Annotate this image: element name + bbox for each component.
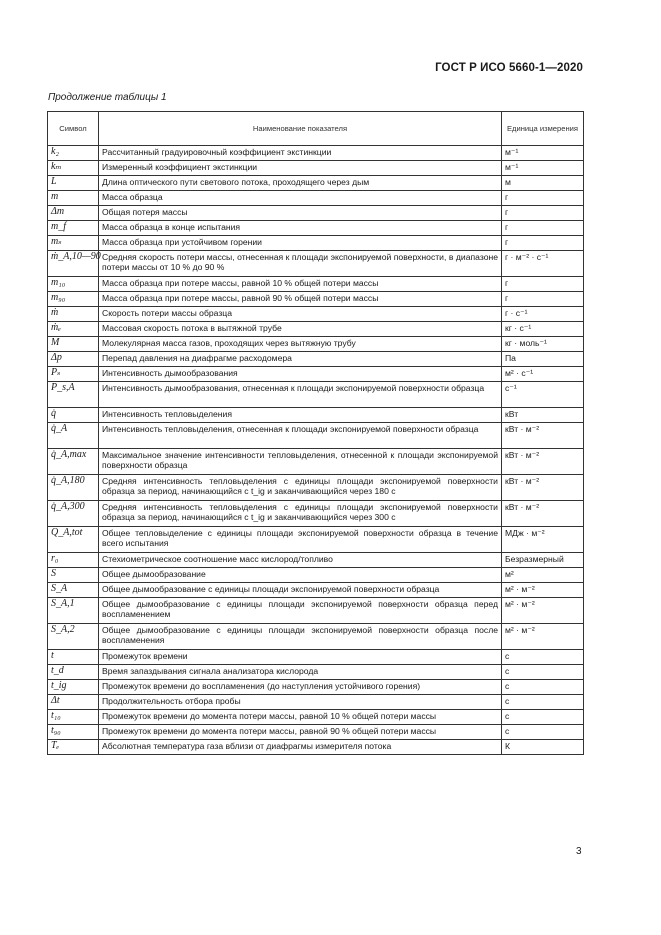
row-symbol: mₛ: [48, 236, 99, 251]
row-symbol: P_s,A: [48, 382, 99, 408]
table-row: [48, 695, 584, 710]
row-unit: кг · с⁻¹: [502, 322, 584, 337]
table-row: [48, 740, 584, 755]
row-unit: с: [502, 650, 584, 665]
row-name: Масса образца при устойчивом горении: [99, 236, 502, 251]
row-symbol: ṁ: [48, 307, 99, 322]
row-unit: г · с⁻¹: [502, 307, 584, 322]
row-unit: г: [502, 191, 584, 206]
row-symbol: L: [48, 176, 99, 191]
row-unit: м⁻¹: [502, 161, 584, 176]
row-unit: м²: [502, 568, 584, 583]
table-row: [48, 598, 584, 624]
table-row: [48, 475, 584, 501]
row-symbol: q̇_A,180: [48, 475, 99, 501]
row-unit: г: [502, 277, 584, 292]
table-row: [48, 251, 584, 277]
table-row: [48, 176, 584, 191]
row-name: Скорость потери массы образца: [99, 307, 502, 322]
row-name: Рассчитанный градуировочный коэффициент экстинкции: [99, 146, 502, 161]
row-name: Интенсивность тепловыделения: [99, 408, 502, 423]
table-row: [48, 337, 584, 352]
row-name: Интенсивность тепловыделения, отнесенная к площади экспонируемой поверхности образца: [99, 423, 502, 449]
row-unit: с: [502, 710, 584, 725]
row-unit: с: [502, 680, 584, 695]
document-code: ГОСТ Р ИСО 5660-1—2020: [435, 62, 583, 74]
row-name: Промежуток времени до воспламенения (до наступления устойчивого горения): [99, 680, 502, 695]
row-symbol: m_f: [48, 221, 99, 236]
table-row: [48, 568, 584, 583]
row-symbol: ṁₑ: [48, 322, 99, 337]
row-symbol: t₁₀: [48, 710, 99, 725]
row-name: Общее дымообразование с единицы площади экспонируемой поверхности образца перед воспламенением: [99, 598, 502, 624]
page-number: 3: [576, 846, 582, 857]
row-name: Средняя скорость потери массы, отнесенная к площади экспонируемой поверхности, в диапазоне потери массы от 10 % до 90 %: [99, 251, 502, 277]
row-symbol: kₘ: [48, 161, 99, 176]
table-row: [48, 206, 584, 221]
row-symbol: S_A: [48, 583, 99, 598]
header-symbol: Символ: [48, 112, 99, 146]
row-symbol: m: [48, 191, 99, 206]
row-unit: кВт · м⁻²: [502, 475, 584, 501]
row-unit: г: [502, 206, 584, 221]
table-row: [48, 146, 584, 161]
table-row: [48, 449, 584, 475]
row-symbol: q̇_A,300: [48, 501, 99, 527]
row-symbol: Δp: [48, 352, 99, 367]
table-row: [48, 352, 584, 367]
table-row: [48, 725, 584, 740]
table-row: [48, 650, 584, 665]
row-unit: с: [502, 695, 584, 710]
row-symbol: Pₛ: [48, 367, 99, 382]
row-unit: кВт · м⁻²: [502, 449, 584, 475]
table-row: [48, 161, 584, 176]
row-name: Масса образца при потере массы, равной 10 % общей потери массы: [99, 277, 502, 292]
row-name: Масса образца при потере массы, равной 90 % общей потери массы: [99, 292, 502, 307]
row-symbol: m₉₀: [48, 292, 99, 307]
row-name: Длина оптического пути светового потока, проходящего через дым: [99, 176, 502, 191]
table-row: [48, 322, 584, 337]
row-name: Время запаздывания сигнала анализатора кислорода: [99, 665, 502, 680]
table-caption: Продолжение таблицы 1: [48, 92, 167, 103]
row-symbol: Δm: [48, 206, 99, 221]
row-unit: с: [502, 665, 584, 680]
header-unit: Единица измерения: [502, 112, 584, 146]
table-row: [48, 382, 584, 408]
row-name: Измеренный коэффициент экстинкции: [99, 161, 502, 176]
row-symbol: t₉₀: [48, 725, 99, 740]
row-name: Абсолютная температура газа вблизи от диафрагмы измерителя потока: [99, 740, 502, 755]
row-name: Стехиометрическое соотношение масс кислород/топливо: [99, 553, 502, 568]
row-name: Перепад давления на диафрагме расходомера: [99, 352, 502, 367]
row-symbol: M: [48, 337, 99, 352]
row-name: Интенсивность дымообразования, отнесенная к площади экспонируемой поверхности образца: [99, 382, 502, 408]
table-row: [48, 527, 584, 553]
row-name: Масса образца в конце испытания: [99, 221, 502, 236]
row-unit: кг · моль⁻¹: [502, 337, 584, 352]
row-unit: кВт · м⁻²: [502, 501, 584, 527]
row-unit: г: [502, 221, 584, 236]
table-row: [48, 236, 584, 251]
row-symbol: r₀: [48, 553, 99, 568]
row-name: Общее дымообразование с единицы площади экспонируемой поверхности образца после воспламенения: [99, 624, 502, 650]
row-name: Средняя интенсивность тепловыделения с единицы площади экспонируемой поверхности образца за период, начинающийся с t_ig и заканчивающийся через 300 с: [99, 501, 502, 527]
row-unit: г: [502, 236, 584, 251]
row-unit: г: [502, 292, 584, 307]
row-name: Средняя интенсивность тепловыделения с единицы площади экспонируемой поверхности образца за период, начинающийся с t_ig и заканчивающийся через 180 с: [99, 475, 502, 501]
row-name: Общая потеря массы: [99, 206, 502, 221]
row-symbol: S: [48, 568, 99, 583]
table-row: [48, 277, 584, 292]
table-row: [48, 191, 584, 206]
row-symbol: S_A,1: [48, 598, 99, 624]
row-unit: м² · м⁻²: [502, 583, 584, 598]
row-unit: К: [502, 740, 584, 755]
row-symbol: q̇_A,max: [48, 449, 99, 475]
table-row: [48, 292, 584, 307]
table-row: [48, 665, 584, 680]
row-name: Общее дымообразование: [99, 568, 502, 583]
header-name: Наименование показателя: [99, 112, 502, 146]
table-row: [48, 624, 584, 650]
row-symbol: t_ig: [48, 680, 99, 695]
row-symbol: Δt: [48, 695, 99, 710]
row-symbol: k₂: [48, 146, 99, 161]
row-name: Промежуток времени до момента потери массы, равной 10 % общей потери массы: [99, 710, 502, 725]
row-unit: г · м⁻² · с⁻¹: [502, 251, 584, 277]
row-unit: кВт: [502, 408, 584, 423]
row-name: Молекулярная масса газов, проходящих через вытяжную трубу: [99, 337, 502, 352]
table-row: [48, 553, 584, 568]
row-name: Продолжительность отбора пробы: [99, 695, 502, 710]
symbols-table: [47, 111, 584, 755]
row-name: Промежуток времени до момента потери массы, равной 90 % общей потери массы: [99, 725, 502, 740]
row-symbol: Tₑ: [48, 740, 99, 755]
row-unit: с⁻¹: [502, 382, 584, 408]
table-header-row: [48, 112, 584, 146]
row-unit: кВт · м⁻²: [502, 423, 584, 449]
row-name: Общее тепловыделение с единицы площади экспонируемой поверхности образца в течение всего испытания: [99, 527, 502, 553]
row-symbol: S_A,2: [48, 624, 99, 650]
row-unit: м: [502, 176, 584, 191]
row-unit: м² · с⁻¹: [502, 367, 584, 382]
row-unit: МДж · м⁻²: [502, 527, 584, 553]
row-unit: Безразмерный: [502, 553, 584, 568]
row-symbol: q̇: [48, 408, 99, 423]
row-name: Общее дымообразование с единицы площади экспонируемой поверхности образца: [99, 583, 502, 598]
table-row: [48, 307, 584, 322]
row-name: Максимальное значение интенсивности тепловыделения, отнесенной к площади экспонируемой поверхности образца: [99, 449, 502, 475]
row-name: Интенсивность дымообразования: [99, 367, 502, 382]
row-unit: м⁻¹: [502, 146, 584, 161]
table-row: [48, 221, 584, 236]
row-unit: Па: [502, 352, 584, 367]
table-row: [48, 501, 584, 527]
row-unit: м² · м⁻²: [502, 598, 584, 624]
row-name: Массовая скорость потока в вытяжной трубе: [99, 322, 502, 337]
table-row: [48, 710, 584, 725]
row-symbol: m₁₀: [48, 277, 99, 292]
row-symbol: t: [48, 650, 99, 665]
row-unit: м² · м⁻²: [502, 624, 584, 650]
row-name: Масса образца: [99, 191, 502, 206]
table-row: [48, 367, 584, 382]
table-row: [48, 423, 584, 449]
row-symbol: q̇_A: [48, 423, 99, 449]
table-row: [48, 680, 584, 695]
row-name: Промежуток времени: [99, 650, 502, 665]
row-symbol: Q_A,tot: [48, 527, 99, 553]
table-row: [48, 583, 584, 598]
table-row: [48, 408, 584, 423]
row-symbol: t_d: [48, 665, 99, 680]
row-symbol: ṁ_A,10—90: [48, 251, 99, 277]
row-unit: с: [502, 725, 584, 740]
